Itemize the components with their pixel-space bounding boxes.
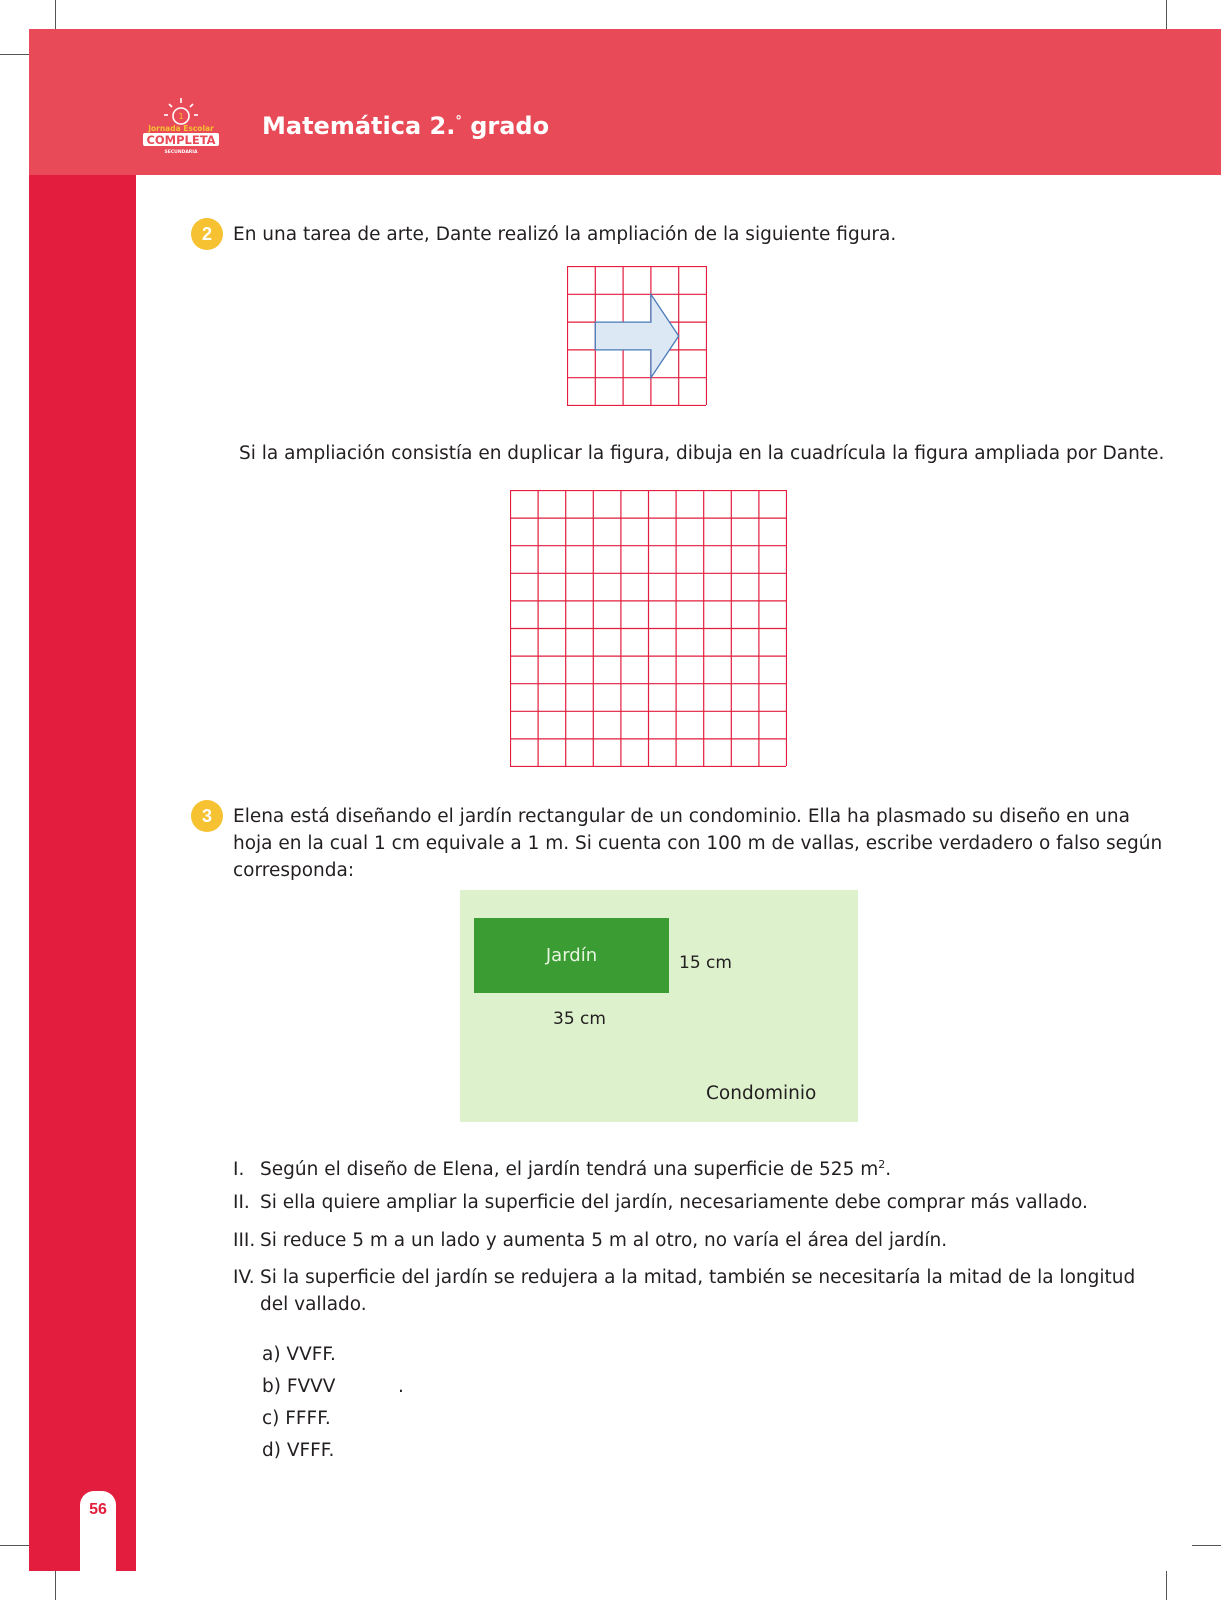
- statement-roman: I.: [233, 1159, 245, 1181]
- height-label: 15 cm: [679, 953, 732, 973]
- title-main: Matemática 2.: [262, 112, 456, 140]
- title-suffix: grado: [470, 112, 550, 140]
- statement-2: [233, 1189, 1088, 1216]
- question-3-prompt-line3: corresponda:: [233, 860, 355, 881]
- garden-label: Jardín: [545, 945, 598, 966]
- option-d[interactable]: d) VFFF.: [262, 1440, 335, 1461]
- statement-text: Si reduce 5 m a un lado y aumenta 5 m al otro, no varía el área del jardín.: [260, 1230, 948, 1251]
- stray-dot: .: [398, 1376, 404, 1397]
- page-number: 56: [89, 1501, 107, 1518]
- crop-mark: [0, 1545, 29, 1546]
- crop-mark: [55, 0, 56, 29]
- jornada-escolar-completa-logo: [140, 95, 222, 157]
- condominium-label: Condominio: [706, 1083, 817, 1104]
- statement-4: [233, 1264, 1135, 1291]
- question-2-prompt: En una tarea de arte, Dante realizó la ampliación de la siguiente figura.: [233, 224, 897, 245]
- statement-text: Si ella quiere ampliar la superficie del jardín, necesariamente debe comprar más vallado.: [260, 1192, 1088, 1213]
- option-b[interactable]: b) FVVV: [262, 1376, 336, 1397]
- statement-roman: II.: [233, 1192, 250, 1213]
- arrow-right-icon: [595, 294, 678, 377]
- logo-text-bottom: SECUNDARIA: [164, 150, 198, 155]
- width-label: 35 cm: [553, 1009, 606, 1029]
- logo-text-main: COMPLETA: [146, 133, 216, 147]
- statement-superscript: 2: [878, 1158, 886, 1171]
- statement-text: Si la superficie del jardín se redujera a la mitad, también se necesitaría la mitad de la longitud: [260, 1267, 1136, 1288]
- option-a[interactable]: a) VVFF.: [262, 1344, 336, 1365]
- title-degree: °: [455, 114, 462, 129]
- option-c[interactable]: c) FFFF.: [262, 1408, 331, 1429]
- question-3-prompt-line1: Elena está diseñando el jardín rectangular de un condominio. Ella ha plasmado su diseño en una: [233, 806, 1130, 827]
- statement-roman: IV.: [233, 1267, 255, 1288]
- crop-mark: [55, 1571, 56, 1600]
- logo-text-top: Jornada Escolar: [148, 124, 214, 133]
- sidebar-band: [29, 175, 136, 1571]
- statement-text: Según el diseño de Elena, el jardín tendrá una superficie de 525 m: [260, 1159, 879, 1181]
- statement-period: .: [885, 1159, 892, 1181]
- crop-mark: [1166, 0, 1167, 29]
- crop-mark: [0, 54, 29, 55]
- question-2-instruction: Si la ampliación consistía en duplicar la figura, dibuja en la cuadrícula la figura ampliada por Dante.: [239, 443, 1165, 464]
- statement-1: [233, 1151, 891, 1183]
- statement-3: [233, 1227, 947, 1254]
- page-number-tab: [80, 1491, 116, 1571]
- question-3-prompt-line2: hoja en la cual 1 cm equivale a 1 m. Si cuenta con 100 m de vallas, escribe verdadero o falso según: [233, 833, 1163, 854]
- question-number-badge: 3: [191, 800, 223, 832]
- question-number-badge: 2: [191, 218, 223, 250]
- small-grid: [567, 266, 707, 406]
- page-title: [262, 112, 549, 140]
- statement-roman: III.: [233, 1230, 256, 1251]
- answer-grid[interactable]: [510, 490, 787, 767]
- statement-4-continuation: del vallado.: [260, 1294, 367, 1315]
- logo-mark-1: 1: [178, 112, 184, 121]
- crop-mark: [1192, 1545, 1221, 1546]
- crop-mark: [1166, 1571, 1167, 1600]
